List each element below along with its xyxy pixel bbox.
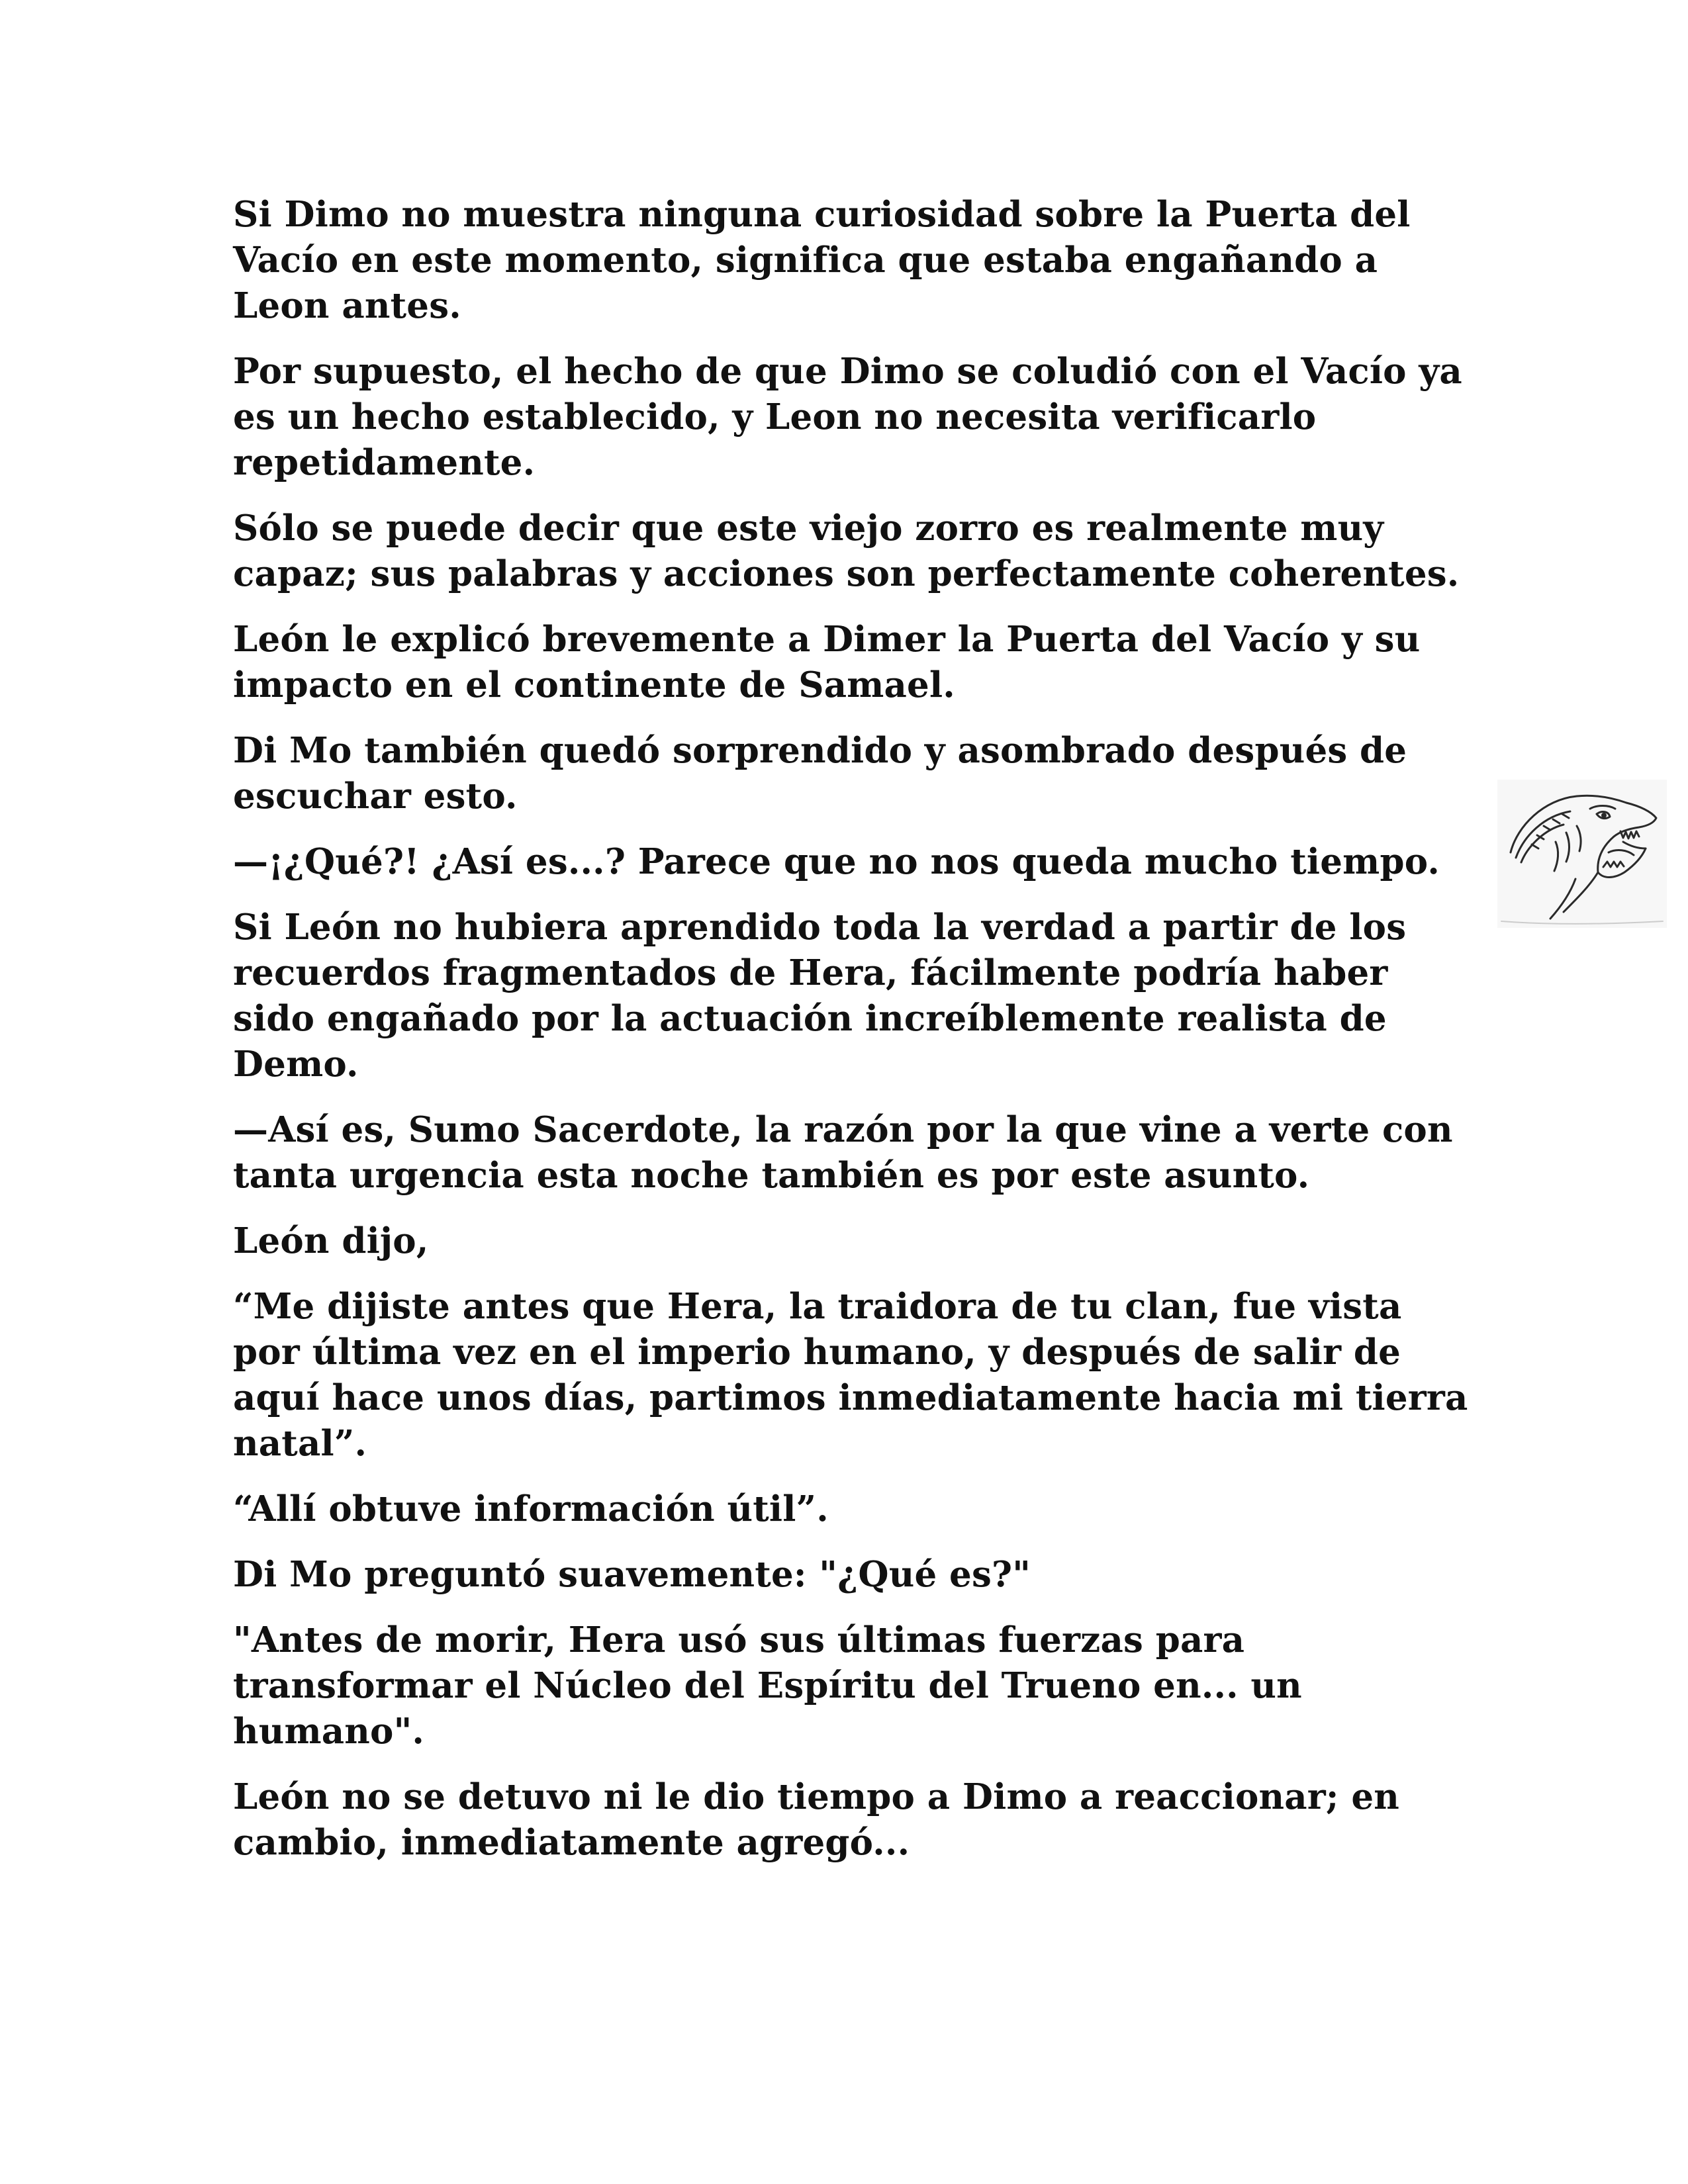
paragraph: Di Mo preguntó suavemente: "¿Qué es?" — [233, 1554, 1031, 1595]
paragraph: Di Mo también quedó sorprendido y asombrado después de escuchar esto. — [233, 730, 1407, 817]
paragraph: León le explicó brevemente a Dimer la Puerta del Vacío y su impacto en el continente de Samael. — [233, 619, 1421, 705]
dinosaur-sketch-icon — [1497, 780, 1667, 928]
paragraph: Sólo se puede decir que este viejo zorro es realmente muy capaz; sus palabras y acciones son perfectamente coherentes. — [233, 508, 1460, 594]
paragraph: “Allí obtuve información útil”. — [233, 1488, 829, 1529]
paragraph: Si Dimo no muestra ninguna curiosidad sobre la Puerta del Vacío en este momento, significa que estaba engañando a Leon antes. — [233, 194, 1411, 326]
paragraph: "Antes de morir, Hera usó sus últimas fuerzas para transformar el Núcleo del Espíritu del Trueno en... un humano". — [233, 1619, 1302, 1752]
paragraph: León no se detuvo ni le dio tiempo a Dimo a reaccionar; en cambio, inmediatamente agregó... — [233, 1776, 1399, 1863]
paragraph: Si León no hubiera aprendido toda la verdad a partir de los recuerdos fragmentados de Hera, fácilmente podría haber sido engañado por la actuación increíblemente realista de Demo. — [233, 907, 1407, 1085]
paragraph: Por supuesto, el hecho de que Dimo se coludió con el Vacío ya es un hecho establecido, y Leon no necesita verificarlo repetidamente. — [233, 351, 1462, 483]
paragraph: —¡¿Qué?! ¿Así es...? Parece que no nos queda mucho tiempo. — [233, 841, 1440, 882]
paragraph: “Me dijiste antes que Hera, la traidora de tu clan, fue vista por última vez en el imperio humano, y después de salir de aquí hace unos días, partimos inmediatamente hacia mi tierra natal”. — [233, 1286, 1468, 1464]
paragraph: León dijo, — [233, 1220, 429, 1261]
body-text — [233, 192, 1477, 1886]
paragraph: —Así es, Sumo Sacerdote, la razón por la que vine a verte con tanta urgencia esta noche también es por este asunto. — [233, 1109, 1453, 1196]
